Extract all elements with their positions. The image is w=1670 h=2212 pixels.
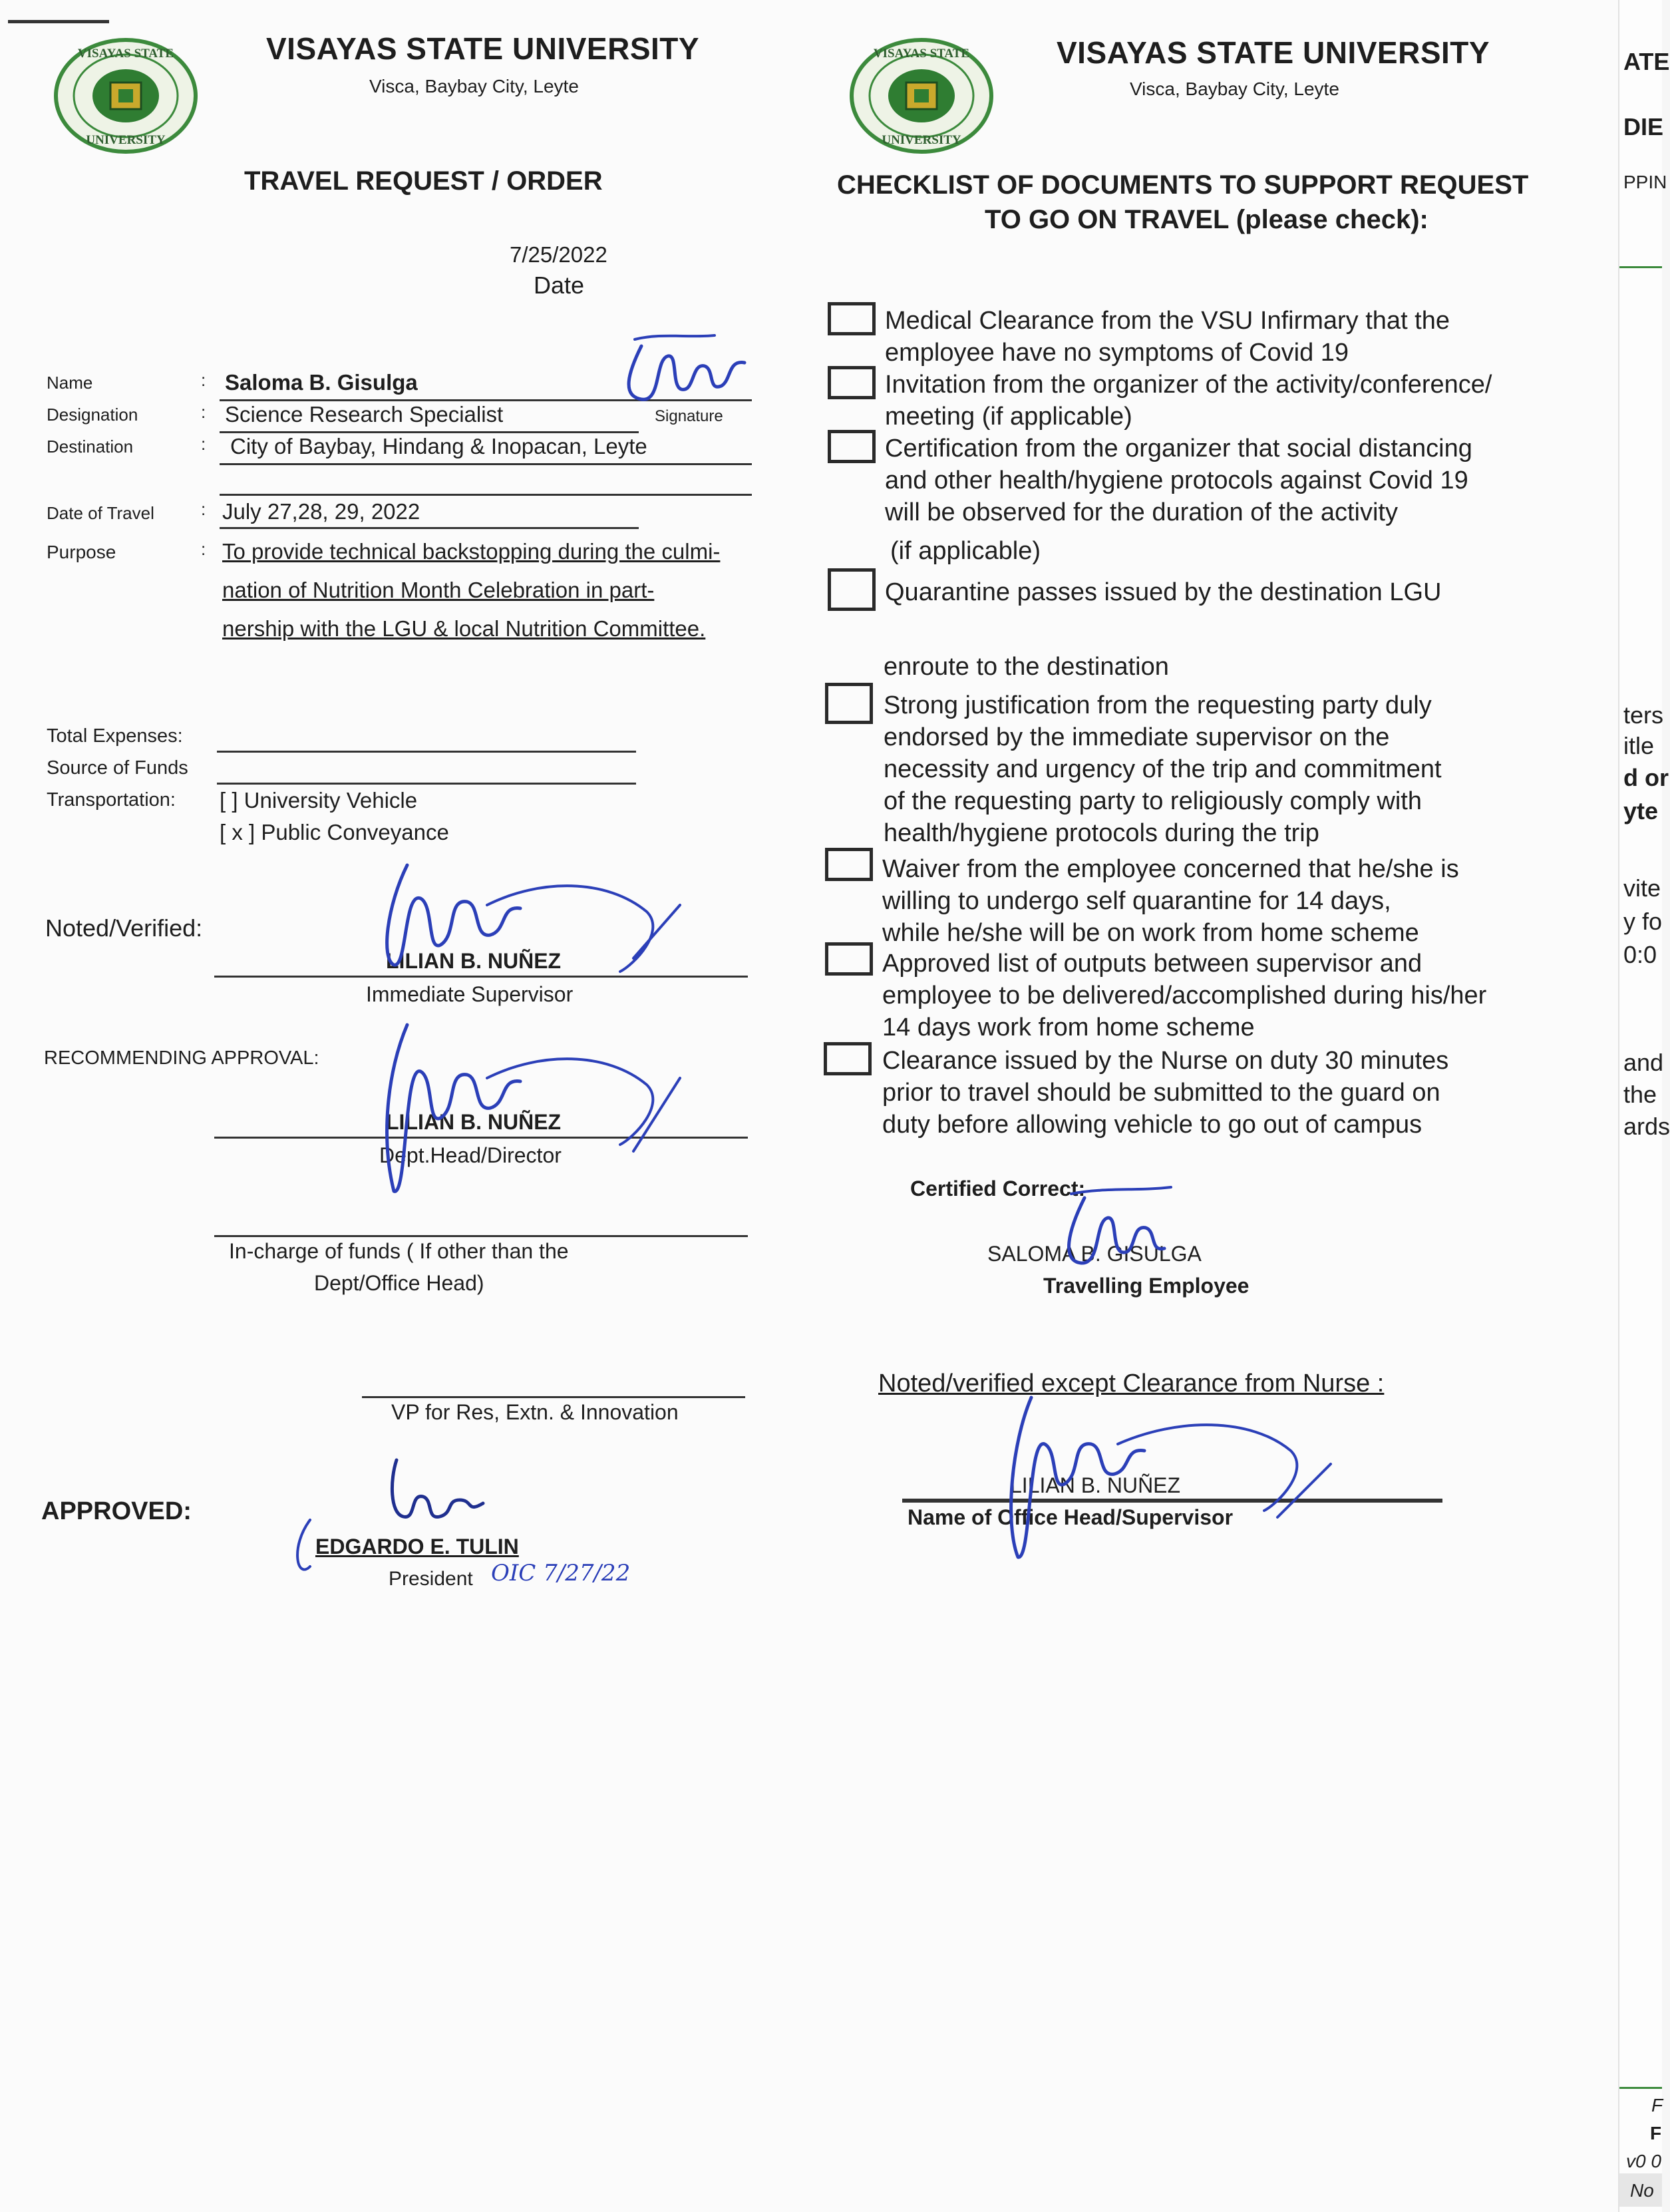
checkbox-icon[interactable]	[828, 366, 876, 399]
edge-text: and	[1623, 1049, 1664, 1076]
vsu-seal-icon	[849, 37, 994, 154]
checkbox-icon[interactable]	[828, 302, 876, 335]
destination-line	[220, 463, 752, 465]
scan-mark	[8, 20, 109, 23]
edge-text: F	[1651, 2095, 1663, 2116]
checklist-item-invitation: Invitation from the organizer of the activity/conference/ meeting (if applicable)	[885, 371, 1492, 431]
form-title: TRAVEL REQUEST / ORDER	[244, 166, 603, 196]
checkbox-icon[interactable]	[824, 1042, 872, 1075]
checklist-item-waiver: Waiver from the employee concerned that he/she is willing to undergo self quarantine for 14 days, while he/she will be on work from home scheme	[882, 855, 1459, 947]
certified-correct-label: Certified Correct:	[910, 1177, 1086, 1200]
edge-text: v0 0	[1626, 2151, 1661, 2171]
total-expenses-label: Total Expenses:	[47, 725, 183, 747]
purpose-colon: :	[201, 539, 206, 559]
checkbox-icon[interactable]	[825, 848, 873, 881]
checklist-item-quarantine-passes: Quarantine passes issued by the destination LGU	[885, 578, 1442, 606]
svg-text:VISAYAS STATE: VISAYAS STATE	[77, 47, 174, 61]
designation-line	[220, 431, 639, 433]
date-label: Date	[534, 272, 585, 299]
university-address: Visca, Baybay City, Leyte	[1130, 79, 1339, 99]
noted-except-label: Noted/verified except Clearance from Nurse :	[878, 1370, 1385, 1397]
checklist-item-certification: Certification from the organizer that social distancing and other health/hygiene protocols against Covid 19 will be observed for the duration of the activity (if applicable)	[885, 435, 1472, 565]
checklist-item-nurse-clearance: Clearance issued by the Nurse on duty 30 minutes prior to travel should be submitted to the guard on duty before allowing vehicle to go out of campus	[882, 1047, 1449, 1139]
name-colon: :	[201, 370, 206, 390]
vp-sign-line	[362, 1396, 745, 1398]
checklist-item-enroute: enroute to the destination	[884, 653, 1169, 681]
approved-label: APPROVED:	[41, 1497, 192, 1525]
edge-text: 0:0	[1623, 941, 1657, 968]
edge-text: y fo	[1623, 908, 1663, 935]
checkbox-icon[interactable]	[825, 942, 873, 976]
designation-value: Science Research Specialist	[225, 402, 504, 427]
checklist-title-line-2: TO GO ON TRAVEL (please check):	[985, 205, 1428, 234]
adjacent-page-edge	[1618, 0, 1670, 2212]
office-head-title: Name of Office Head/Supervisor	[908, 1505, 1234, 1529]
funds-sign-line	[214, 1235, 748, 1237]
noted-verified-label: Noted/Verified:	[45, 914, 203, 942]
university-address: Visca, Baybay City, Leyte	[369, 76, 579, 96]
destination-label: Destination	[47, 437, 134, 457]
svg-text:UNIVERSITY: UNIVERSITY	[86, 133, 166, 147]
date-travel-label: Date of Travel	[47, 503, 154, 523]
edge-green-rule	[1619, 266, 1662, 268]
funds-line-2: Dept/Office Head)	[314, 1271, 484, 1295]
edge-text: ards	[1623, 1113, 1670, 1140]
supervisor-title: Immediate Supervisor	[366, 982, 574, 1006]
vsu-seal-icon	[53, 37, 198, 154]
transportation-label: Transportation:	[47, 789, 176, 811]
designation-label: Designation	[47, 405, 138, 425]
office-head-signature	[985, 1391, 1344, 1564]
source-funds-label: Source of Funds	[47, 757, 188, 779]
supervisor-name: LILIAN B. NUÑEZ	[386, 949, 562, 973]
university-name: VISAYAS STATE UNIVERSITY	[1057, 35, 1490, 70]
source-funds-line	[217, 783, 636, 785]
purpose-line-2: nation of Nutrition Month Celebration in part-	[222, 578, 655, 602]
edge-text: vite	[1623, 874, 1661, 902]
edge-text: ters	[1623, 701, 1664, 729]
recommending-approval-label: RECOMMENDING APPROVAL:	[44, 1047, 319, 1069]
office-head-name: LILIAN B. NUÑEZ	[1010, 1473, 1181, 1497]
svg-text:VISAYAS STATE: VISAYAS STATE	[873, 47, 970, 61]
edge-text: yte	[1623, 797, 1659, 825]
purpose-label: Purpose	[47, 542, 116, 562]
supervisor-signature	[367, 852, 680, 998]
dept-head-name: LILIAN B. NUÑEZ	[386, 1110, 562, 1134]
president-title: President	[389, 1568, 473, 1590]
purpose-line-1: To provide technical backstopping during the culmi-	[222, 539, 721, 564]
destination-value: City of Baybay, Hindang & Inopacan, Leyte	[230, 434, 647, 459]
transport-university-vehicle: [ ] University Vehicle	[220, 788, 418, 813]
oic-handwritten-note: OIC 7/27/22	[491, 1560, 631, 1586]
edge-text: DIE	[1623, 113, 1664, 140]
purpose-line-3: nership with the LGU & local Nutrition Committee.	[222, 616, 706, 641]
edge-text: No	[1630, 2180, 1654, 2201]
dept-head-signature	[367, 1018, 680, 1204]
checklist-item-approved-outputs: Approved list of outputs between supervisor and employee to be delivered/accomplished during his/her 14 days work from home scheme	[882, 950, 1487, 1041]
designation-colon: :	[201, 402, 206, 422]
checklist-item-strong-justification: Strong justification from the requesting party duly endorsed by the immediate supervisor on the necessity and urgency of the trip and commitment of the requesting party to religiously comply with health/hygiene protocols during the trip	[884, 691, 1442, 847]
checklist-item-medical-clearance: Medical Clearance from the VSU Infirmary that the employee have no symptoms of Covid 19	[885, 307, 1450, 367]
name-label: Name	[47, 373, 93, 393]
edge-text: d or	[1623, 764, 1669, 791]
destination-line-2	[220, 494, 752, 496]
name-value: Saloma B. Gisulga	[225, 370, 418, 395]
university-name: VISAYAS STATE UNIVERSITY	[266, 31, 700, 66]
dept-head-title: Dept.Head/Director	[379, 1143, 562, 1167]
employee-title: Travelling Employee	[1043, 1274, 1250, 1298]
checkbox-icon[interactable]	[828, 430, 876, 463]
employee-signature	[615, 333, 756, 413]
transport-public-conveyance: [ x ] Public Conveyance	[220, 820, 449, 844]
funds-line-1: In-charge of funds ( If other than the	[229, 1239, 569, 1263]
date-travel-value: July 27,28, 29, 2022	[222, 499, 420, 524]
vp-title: VP for Res, Extn. & Innovation	[391, 1400, 679, 1424]
employee-name: SALOMA B. GISULGA	[987, 1242, 1202, 1266]
edge-text: the	[1623, 1081, 1657, 1108]
edge-text: F	[1650, 2123, 1662, 2143]
president-signature	[290, 1453, 530, 1586]
svg-text:UNIVERSITY: UNIVERSITY	[882, 133, 961, 147]
date-value: 7/25/2022	[510, 242, 607, 267]
edge-green-rule	[1619, 2087, 1662, 2089]
date-travel-colon: :	[201, 499, 206, 519]
travelling-employee-signature	[1045, 1185, 1191, 1278]
signature-label: Signature	[655, 407, 723, 425]
edge-text: ATE	[1623, 48, 1670, 75]
edge-text: PPIN	[1623, 172, 1667, 192]
checkbox-icon[interactable]	[828, 568, 876, 611]
destination-colon: :	[201, 434, 206, 454]
president-name: EDGARDO E. TULIN	[315, 1535, 519, 1559]
date-travel-line	[220, 527, 639, 529]
checkbox-icon[interactable]	[825, 683, 873, 724]
checklist-title-line-1: CHECKLIST OF DOCUMENTS TO SUPPORT REQUEST	[837, 170, 1529, 200]
total-expenses-line	[217, 751, 636, 753]
edge-text: itle	[1623, 732, 1655, 759]
